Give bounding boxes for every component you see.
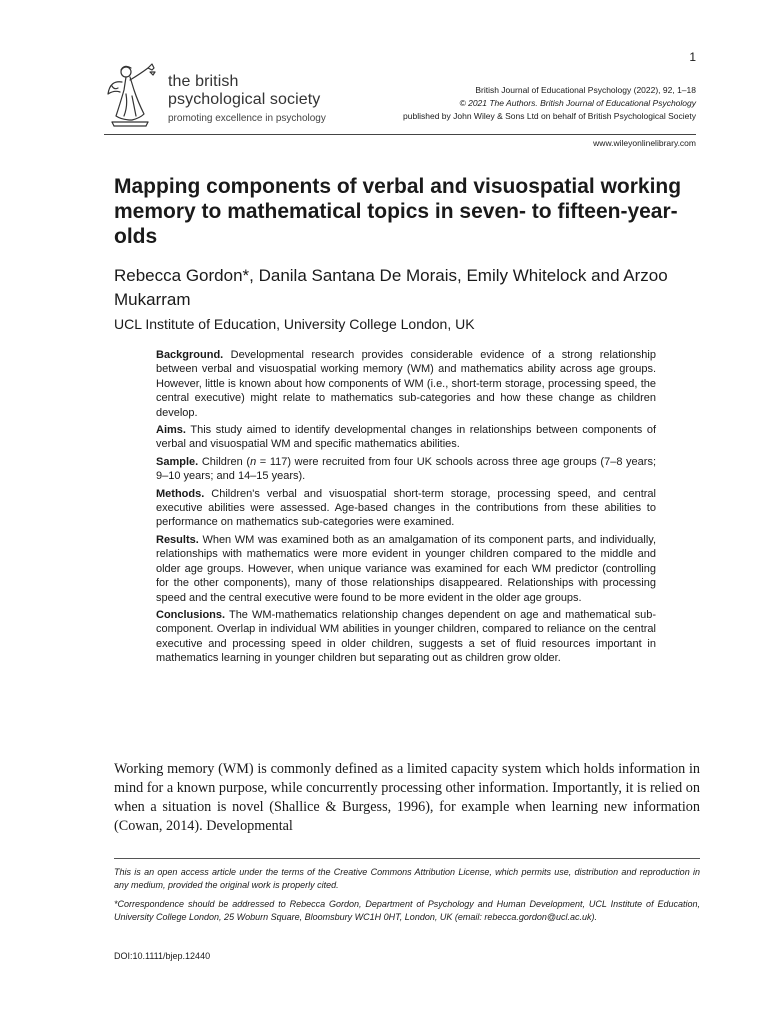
journal-website: www.wileyonlinelibrary.com — [593, 138, 696, 148]
journal-publisher: published by John Wiley & Sons Ltd on behalf of British Psychological Society — [403, 111, 696, 121]
conclusions-text: The WM-mathematics relationship changes dependent on age and mathematical sub-component. Overlap in individual WM abilities in younger children, compared to reliance on the central executive and processing speed in older children, suggests a set of fluid resources important in mathematics learning in younger children but separating out as children grow older. — [156, 608, 656, 665]
sample-label: Sample. — [156, 455, 199, 468]
conclusions-label: Conclusions. — [156, 608, 226, 621]
methods-label: Methods. — [156, 487, 205, 500]
abstract-conclusions — [156, 608, 656, 666]
footnotes — [114, 866, 700, 930]
methods-text: Children's verbal and visuospatial short-term storage, processing speed, and central executive abilities were assessed. Age-based changes in the contributions from these abilities to performance on mathematics sub-categories were examined. — [156, 487, 656, 529]
logo-line2: psychological society — [168, 91, 321, 108]
aims-label: Aims. — [156, 424, 186, 437]
correspondence-note: *Correspondence should be addressed to Rebecca Gordon, Department of Psychology and Human Development, UCL Institute of Education, University College London, 25 Woburn Square, Bloomsbury WC1H 0HT, London, UK (email: rebecca.gordon@ucl.ac.uk). — [114, 899, 700, 922]
logo-tagline: promoting excellence in psychology — [168, 113, 326, 124]
sample-text-post: = 117) were recruited from four UK schools across three age groups (7–8 years; 9–10 years; and 14–15 years). — [156, 455, 657, 483]
sample-text-pre: Children ( — [201, 455, 251, 468]
abstract-aims — [156, 423, 656, 452]
background-text: Developmental research provides considerable evidence of a strong relationship between verbal and visuospatial working memory (WM) and mathematics ability across age groups. However, little is known about how components of WM (i.e., short-term storage, processing speed, the central executive) might relate to mathematics sub-categories and how these change as children develop. — [156, 349, 656, 419]
header-rule — [104, 134, 696, 135]
abstract — [156, 348, 656, 669]
abstract-methods — [156, 487, 656, 530]
page-number: 1 — [689, 50, 696, 64]
aims-text: This study aimed to identify developmental changes in relationships between components of verbal and visuospatial WM and specific mathematics abilities. — [156, 424, 656, 451]
abstract-sample — [156, 455, 656, 484]
bps-logo — [104, 60, 326, 134]
journal-info — [403, 84, 696, 123]
article-title: Mapping components of verbal and visuospatial working memory to mathematical topics in seven- to fifteen-year-olds — [114, 175, 682, 248]
results-text: When WM was examined both as an amalgamation of its component parts, and individually, relationships with mathematics were more evident in younger children compared to the middle and older age groups. However, when unique variance was examined for each WM predictor (controlling for the other components), many of those relationships disappeared. Relationships with processing speed and the central executive were found to be more evident in the older age groups. — [156, 533, 656, 604]
psyche-figure-icon — [104, 60, 162, 134]
author-list: Rebecca Gordon*, Danila Santana De Morais, Emily Whitelock and Arzoo Mukarram — [114, 266, 668, 309]
license-note: This is an open access article under the terms of the Creative Commons Attribution License, which permits use, distribution and reproduction in any medium, provided the original work is properly cited. — [114, 867, 700, 890]
journal-citation: British Journal of Educational Psychology (2022), 92, 1–18 — [475, 85, 696, 95]
affiliation: UCL Institute of Education, University College London, UK — [114, 316, 475, 332]
footnote-rule — [114, 858, 700, 859]
sample-n: n — [250, 455, 257, 468]
background-label: Background. — [156, 349, 224, 361]
journal-copyright: © 2021 The Authors. British Journal of Educational Psychology — [459, 98, 696, 108]
logo-line1: the british — [168, 73, 239, 90]
abstract-background — [156, 348, 656, 420]
abstract-results — [156, 533, 656, 605]
body-paragraph: Working memory (WM) is commonly defined as a limited capacity system which holds information in mind for a known purpose, while concurrently processing other information. Importantly, it is relied on when a situation is novel (Shallice & Burgess, 1996), for example when learning new information (Cowan, 2014). Developmental — [114, 761, 700, 834]
results-label: Results. — [156, 533, 199, 546]
doi: DOI:10.1111/bjep.12440 — [114, 951, 211, 961]
